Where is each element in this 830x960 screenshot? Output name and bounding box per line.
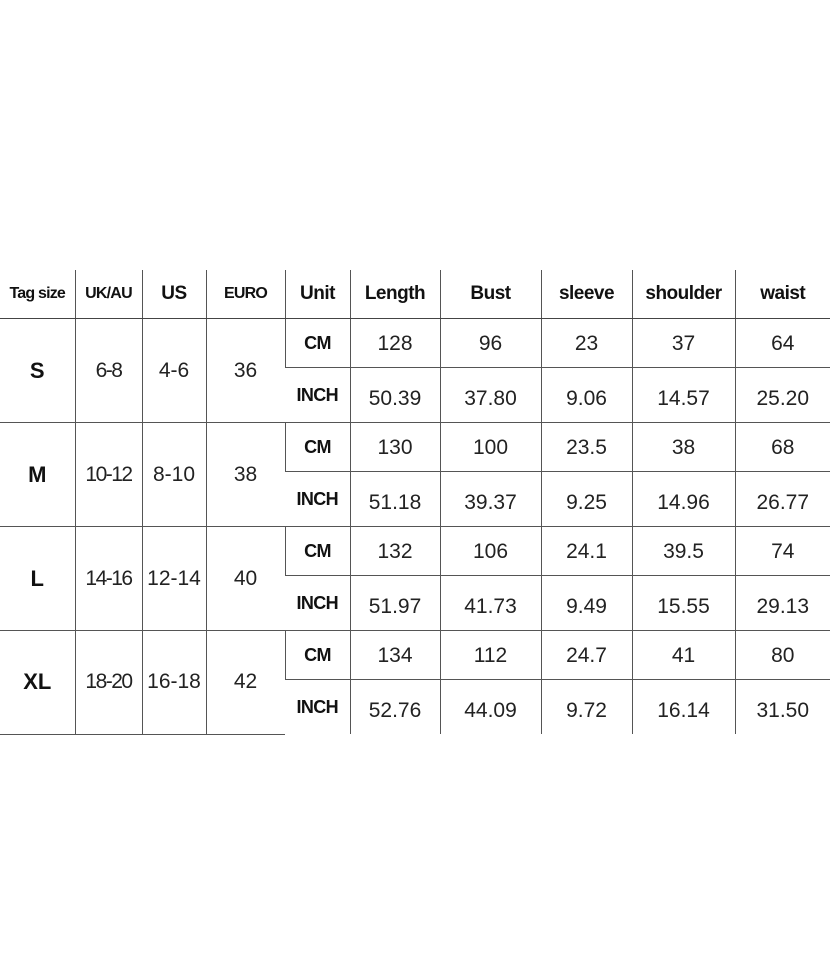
sleeve-cell: 23.5 xyxy=(541,423,632,472)
table-row xyxy=(0,527,830,576)
shoulder-cell: 15.55 xyxy=(632,576,735,631)
unit-cell: INCH xyxy=(285,472,350,527)
length-cell: 134 xyxy=(350,631,440,680)
unit-cell: CM xyxy=(285,319,350,368)
unit-cell: INCH xyxy=(296,696,339,717)
waist-cell: 74 xyxy=(735,527,830,576)
shoulder-cell: 37 xyxy=(632,319,735,368)
shoulder-cell: 39.5 xyxy=(632,527,735,576)
header-uk-au: UK/AU xyxy=(75,270,142,319)
length-cell: 130 xyxy=(350,423,440,472)
length-cell: 52.76 xyxy=(350,680,440,735)
sleeve-cell: 9.06 xyxy=(541,368,632,423)
waist-cell: 25.20 xyxy=(735,368,830,423)
bust-cell: 37.80 xyxy=(440,368,541,423)
euro-cell: 36 xyxy=(206,319,285,423)
us-cell: 8-10 xyxy=(142,423,206,527)
header-bust: Bust xyxy=(440,270,541,319)
header-tag-size: Tag size xyxy=(0,270,75,319)
table-row xyxy=(0,631,830,680)
unit-cell: CM xyxy=(285,631,350,680)
uk-au-cell: 6-8 xyxy=(75,319,142,423)
bust-cell: 41.73 xyxy=(440,576,541,631)
length-cell: 51.97 xyxy=(350,576,440,631)
waist-cell: 31.50 xyxy=(735,680,830,735)
header-row xyxy=(0,270,830,319)
shoulder-cell: 14.96 xyxy=(632,472,735,527)
waist-cell: 29.13 xyxy=(735,576,830,631)
sleeve-cell: 24.7 xyxy=(541,631,632,680)
bust-cell: 112 xyxy=(440,631,541,680)
bust-cell: 106 xyxy=(440,527,541,576)
tag-size-cell: L xyxy=(0,527,75,631)
waist-cell: 80 xyxy=(735,631,830,680)
header-unit: Unit xyxy=(285,270,350,319)
unit-cell: CM xyxy=(285,527,350,576)
waist-cell: 68 xyxy=(735,423,830,472)
header-shoulder: shoulder xyxy=(632,270,735,319)
uk-au-cell: 14-16 xyxy=(75,527,142,631)
sleeve-cell: 9.25 xyxy=(541,472,632,527)
tag-size-cell: M xyxy=(0,423,75,527)
length-cell: 51.18 xyxy=(350,472,440,527)
bust-cell: 96 xyxy=(440,319,541,368)
us-cell: 16-18 xyxy=(142,631,206,735)
us-cell: 12-14 xyxy=(142,527,206,631)
sleeve-cell: 9.72 xyxy=(541,680,632,735)
shoulder-cell: 38 xyxy=(632,423,735,472)
header-sleeve: sleeve xyxy=(541,270,632,319)
header-euro: EURO xyxy=(206,270,285,319)
unit-cell: INCH xyxy=(285,368,350,423)
length-cell: 50.39 xyxy=(350,368,440,423)
uk-au-cell: 18-20 xyxy=(75,631,142,735)
sleeve-cell: 23 xyxy=(541,319,632,368)
sleeve-cell: 9.49 xyxy=(541,576,632,631)
us-cell: 4-6 xyxy=(142,319,206,423)
bust-cell: 44.09 xyxy=(440,680,541,735)
sleeve-cell: 24.1 xyxy=(541,527,632,576)
unit-cell: CM xyxy=(285,423,350,472)
shoulder-cell: 14.57 xyxy=(632,368,735,423)
header-waist: waist xyxy=(735,270,830,319)
shoulder-cell: 16.14 xyxy=(632,680,735,735)
tag-size-cell: XL xyxy=(0,631,75,735)
unit-cell: INCH xyxy=(285,576,350,631)
tag-size-cell: S xyxy=(0,319,75,423)
length-cell: 132 xyxy=(350,527,440,576)
uk-au-cell: 10-12 xyxy=(75,423,142,527)
waist-cell: 64 xyxy=(735,319,830,368)
table-row xyxy=(0,423,830,472)
bust-cell: 39.37 xyxy=(440,472,541,527)
euro-cell: 42 xyxy=(206,631,285,735)
waist-cell: 26.77 xyxy=(735,472,830,527)
length-cell: 128 xyxy=(350,319,440,368)
shoulder-cell: 41 xyxy=(632,631,735,680)
table-row xyxy=(0,319,830,368)
header-length: Length xyxy=(350,270,440,319)
euro-cell: 40 xyxy=(206,527,285,631)
euro-cell: 38 xyxy=(206,423,285,527)
bust-cell: 100 xyxy=(440,423,541,472)
header-us: US xyxy=(142,270,206,319)
size-chart-table xyxy=(0,270,830,735)
